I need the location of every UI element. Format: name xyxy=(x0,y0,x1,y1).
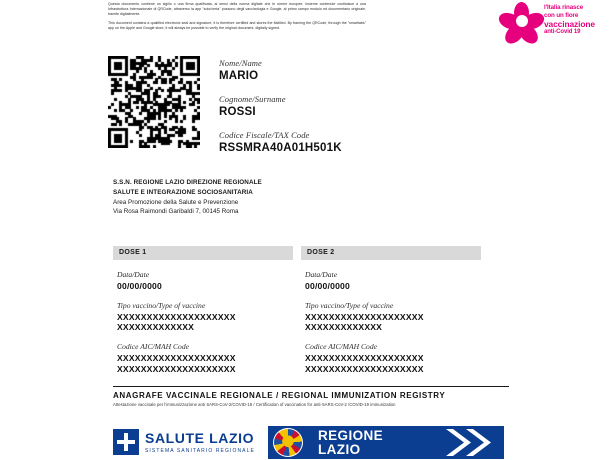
dose-2-date-label: Data/Date xyxy=(305,270,338,279)
flower-icon xyxy=(502,2,542,44)
salute-lazio-subtitle: SISTEMA SANITARIO REGIONALE xyxy=(145,447,255,454)
regione-lazio-logo xyxy=(268,426,504,459)
qr-code-icon xyxy=(108,56,200,148)
dose-1-date-value: 00/00/0000 xyxy=(117,281,163,291)
dose-1-aic xyxy=(117,342,293,374)
dose-1-aic-label: Codice AIC/MAH Code xyxy=(117,342,189,352)
issuer-line-1: S.S.N. REGIONE LAZIO DIREZIONE REGIONALE xyxy=(113,179,262,186)
footer-divider xyxy=(113,386,509,387)
dose-2-aic xyxy=(305,342,481,374)
dose-1-date-label: Data/Date xyxy=(117,270,150,279)
dose-2-date-value: 00/00/0000 xyxy=(305,281,351,291)
dose-1-date xyxy=(117,270,293,292)
registry-footer xyxy=(113,391,513,407)
dose-2-aic-value-1: XXXXXXXXXXXXXXXXXXXX xyxy=(305,353,424,364)
dose-2-vaccine xyxy=(305,301,481,333)
fiscal-code-value: RSSMRA40A01H501K xyxy=(219,142,342,154)
name-label: Nome/Name xyxy=(219,58,262,68)
field-fiscal-code xyxy=(219,130,459,154)
surname-label: Cognome/Surname xyxy=(219,94,286,104)
salute-lazio-logo xyxy=(113,428,255,456)
dose-1-header: DOSE 1 xyxy=(113,246,293,260)
badge-line-2: con un fiore xyxy=(544,11,579,19)
dose-2-header: DOSE 2 xyxy=(301,246,481,260)
issuer-block xyxy=(113,178,413,217)
dose-1-aic-value-1: XXXXXXXXXXXXXXXXXXXX xyxy=(117,353,236,364)
disclaimer-italian: Questa documento contiene un sigillo o una firma qualificata, ai sensi della norma digitale che le norme europee, insieme contenute costituisce a una Infrastruttura Internazionale di QRCode, attraverso la app "solo/certa" possono degli vaccinologia e Google, al primo campo modulo ed documentario originale, tramite digitalmente. xyxy=(108,2,366,17)
dose-2-aic-label: Codice AIC/MAH Code xyxy=(305,342,377,352)
dose-2-vaccine-label: Tipo vaccino/Type of vaccine xyxy=(305,300,394,310)
registry-title: ANAGRAFE VACCINALE REGIONALE / REGIONAL IMMUNIZATION REGISTRY xyxy=(113,391,446,400)
regione-lazio-line-2: LAZIO xyxy=(318,441,361,457)
regione-lazio-emblem-icon xyxy=(268,426,312,459)
dose-2-date xyxy=(305,270,481,292)
regione-lazio-line-1: REGIONE xyxy=(318,428,384,443)
dose-1-vaccine-value-1: XXXXXXXXXXXXXXXXXXXX xyxy=(117,311,236,322)
name-value: MARIO xyxy=(219,70,259,82)
campaign-badge-text xyxy=(544,4,596,37)
medical-cross-icon xyxy=(113,429,139,455)
issuer-line-4: Via Rosa Raimondi Garibaldi 7, 00145 Roma xyxy=(113,208,239,216)
dose-1-vaccine-label: Tipo vaccino/Type of vaccine xyxy=(117,300,206,310)
dose-1-vaccine-value-2: XXXXXXXXXXXXX xyxy=(117,322,195,333)
dose-panel-1 xyxy=(113,246,293,384)
salute-lazio-title: SALUTE LAZIO xyxy=(145,429,255,446)
dose-1-aic-value-2: XXXXXXXXXXXXXXXXXXXX xyxy=(117,363,236,374)
field-surname xyxy=(219,94,459,118)
disclaimer-text xyxy=(108,2,366,35)
dose-1-vaccine xyxy=(117,301,293,333)
badge-line-1: l'Italia rinasce xyxy=(544,4,584,11)
dose-2-vaccine-value-2: XXXXXXXXXXXXX xyxy=(305,322,383,333)
dose-panel-2 xyxy=(301,246,481,384)
dose-2-vaccine-value-1: XXXXXXXXXXXXXXXXXXXX xyxy=(305,311,424,322)
badge-line-3: vaccinazione xyxy=(544,19,595,30)
issuer-line-3: Area Promozione della Salute e Prevenzione xyxy=(113,198,239,206)
surname-value: ROSSI xyxy=(219,106,256,118)
dose-2-aic-value-2: XXXXXXXXXXXXXXXXXXXX xyxy=(305,363,424,374)
field-name xyxy=(219,58,459,82)
holder-details xyxy=(219,58,459,166)
issuer-line-2: SALUTE E INTEGRAZIONE SOCIOSANITARIA xyxy=(113,188,253,196)
disclaimer-english: This document contains a qualified electronic seal and signature, it is therefore certified and stores the flatMed. By framing the QRCode, through the "smartlabs" app on the Apple and Google store, it will always be possible to verify the original document, digitally signed. xyxy=(108,21,366,31)
registry-subtitle: Attestazione vaccinale per l'immunizzazione anti SARS-CoV-2/COVID-19 / Certification of vaccination for anti-SARS-CoV-2 /COVID-19 immunization xyxy=(113,402,396,407)
chevron-right-icon xyxy=(446,429,498,456)
badge-line-4: anti-Covid 19 xyxy=(544,29,581,36)
fiscal-code-label: Codice Fiscale/TAX Code xyxy=(219,130,310,140)
campaign-badge xyxy=(502,0,596,58)
